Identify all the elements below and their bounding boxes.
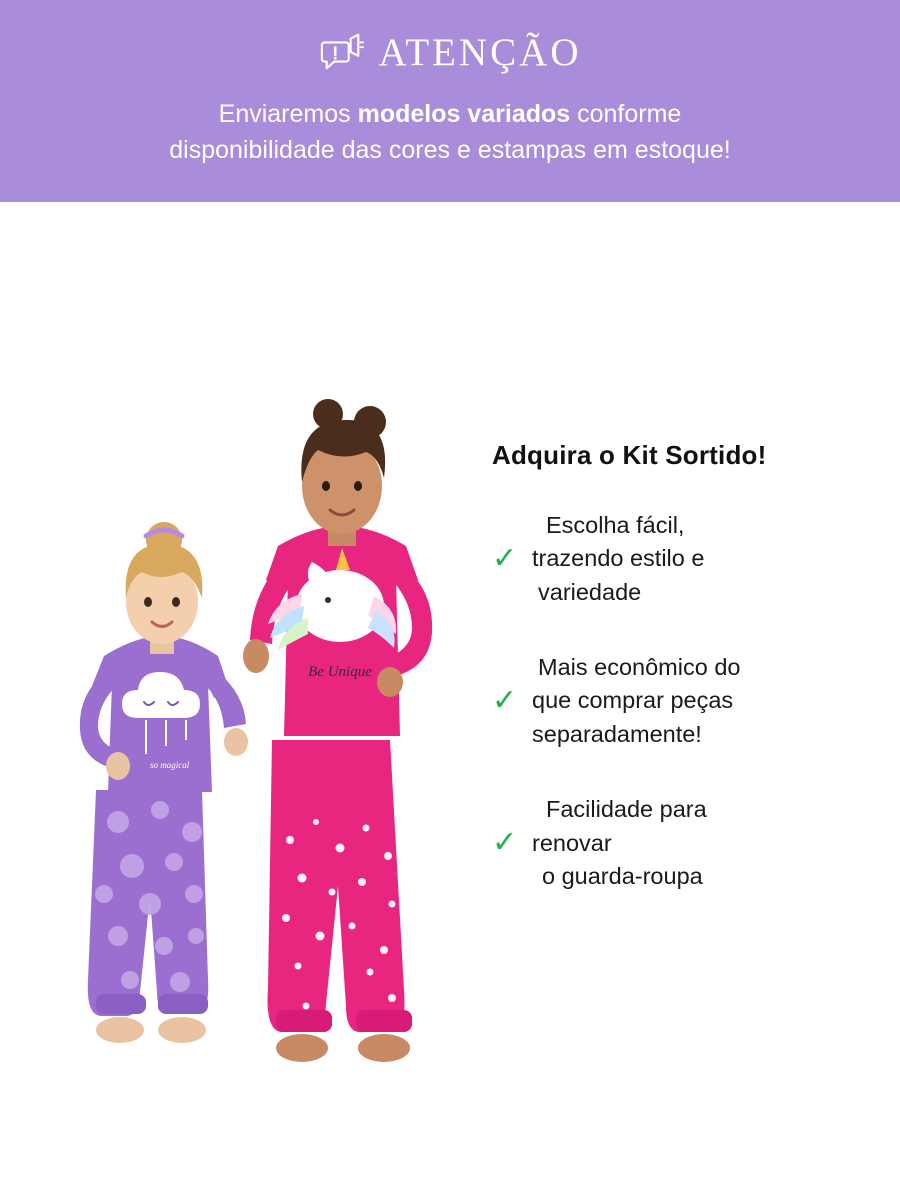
benefit-line: renovar [532,829,612,856]
benefit-item-2 [492,651,882,751]
check-icon: ✓ [492,826,518,860]
banner-subtitle-rest: conforme [570,100,682,128]
shirt-print-text: Be Unique [308,664,372,680]
banner-subtitle-lead: Enviaremos [218,100,358,128]
benefit-text-3 [532,793,707,893]
banner-subtitle [40,96,860,169]
benefit-line: trazendo estilo e [532,545,705,572]
benefit-line: que comprar peças [532,687,734,714]
younger-girl-figure [80,522,248,1043]
benefit-line: variedade [538,578,642,605]
benefit-line: Escolha fácil, [546,512,685,538]
photo-illustration [40,370,480,1070]
cloud-print-text: so magical [150,760,190,770]
check-icon: ✓ [492,684,518,718]
offer-headline: Adquira o Kit Sortido! [492,440,767,470]
two-girls-pyjamas-photo [40,370,480,1070]
banner-subtitle-bold: modelos variados [357,100,571,128]
benefit-line: Mais econômico do [538,654,741,681]
offer-column [492,440,882,935]
alert-megaphone-icon [319,29,365,75]
benefit-text-2 [532,651,740,751]
benefit-line: Facilidade para [546,796,707,823]
banner-title: ATENÇÃO [378,30,582,74]
banner-subtitle-line2: disponibilidade das cores e estampas em estoque! [169,136,731,165]
benefit-line: separadamente! [532,720,702,747]
attention-banner [0,0,900,202]
benefit-text-1 [532,509,704,609]
check-icon: ✓ [492,542,518,576]
benefit-line: o guarda-roupa [542,862,703,889]
benefit-item-1 [492,509,882,609]
older-girl-figure [243,399,432,1062]
benefit-item-3 [492,793,882,893]
banner-title-row [319,24,582,80]
